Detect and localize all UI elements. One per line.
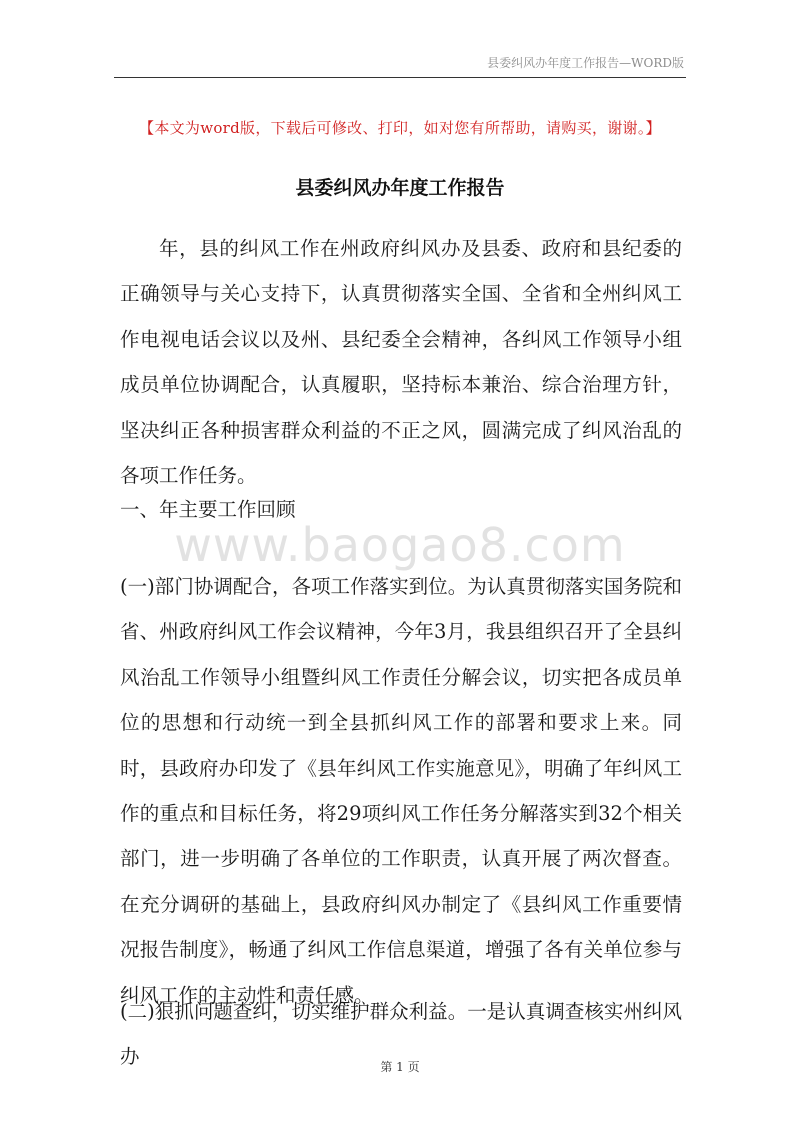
section-heading: 一、年主要工作回顾 — [120, 498, 296, 521]
page-number: 第 1 页 — [380, 1060, 420, 1074]
purchase-notice: 【本文为word版，下载后可修改、打印，如对您有所帮助，请购买，谢谢。】 — [139, 119, 661, 137]
header-divider — [114, 77, 686, 78]
body-paragraph: (一)部门协调配合，各项工作落实到位。为认真贯彻落实国务院和省、州政府纠风工作会议精神，今年3月，我县组织召开了全县纠风治乱工作领导小组暨纠风工作责任分解会议，切实把各成员单位的思想和行动统一到全县抓纠风工作的部署和要求上来。同时，县政府办印发了《县年纠风工作实施意见》，明确了年纠风工作的重点和目标任务，将29项纠风工作任务分解落实到32个相关部门，进一步明确了各单位的工作职责，认真开展了两次督查。在充分调研的基础上，县政府纠风办制定了《县纠风工作重要情况报告制度》，畅通了纠风工作信息渠道，增强了各有关单位参与纠风工作的主动性和责任感。 — [120, 575, 682, 1007]
document-title: 县委纠风办年度工作报告 — [295, 177, 505, 199]
watermark: www.baogao8.com — [174, 518, 626, 572]
intro-paragraph: 年，县的纠风工作在州政府纠风办及县委、政府和县纪委的正确领导与关心支持下，认真贯彻落实全国、全省和全州纠风工作电视电话会议以及州、县纪委全会精神，各纠风工作领导小组成员单位协调配合，认真履职，坚持标本兼治、综合治理方针，坚决纠正各种损害群众利益的不正之风，圆满完成了纠风治乱的各项工作任务。 — [120, 237, 682, 488]
body-paragraph: (二)狠抓问题查纠，切实维护群众利益。一是认真调查核实州纠风办 — [120, 1000, 682, 1069]
running-header: 县委纠风办年度工作报告—WORD版 — [487, 56, 684, 70]
